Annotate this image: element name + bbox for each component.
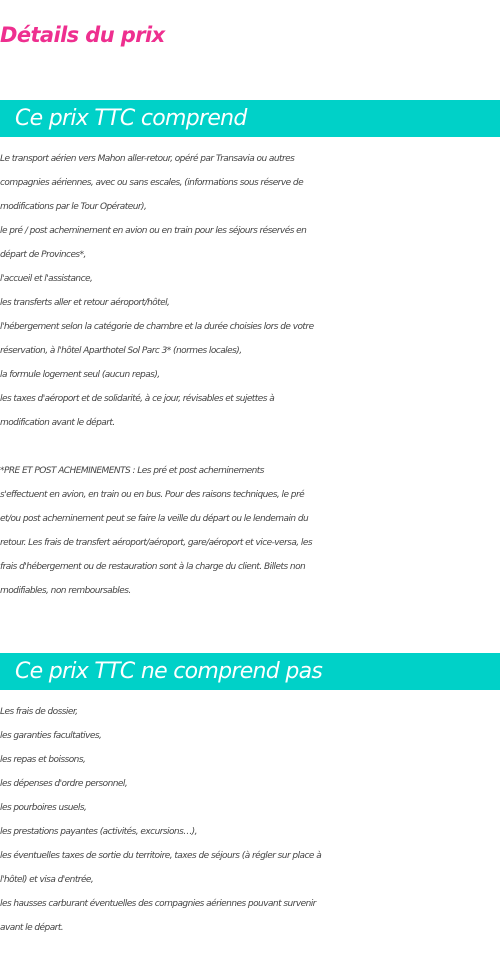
excluded-line: avant le départ. xyxy=(0,923,64,933)
note-line: frais d'hébergement ou de restauration sont à la charge du client. Billets non xyxy=(0,562,306,572)
included-line: modifications par le Tour Opérateur), xyxy=(0,202,147,212)
included-line: Le transport aérien vers Mahon aller-retour, opéré par Transavia ou autres xyxy=(0,154,295,164)
excluded-line: l'hôtel) et visa d'entrée, xyxy=(0,875,94,885)
included-line: modification avant le départ. xyxy=(0,418,115,428)
included-line: compagnies aériennes, avec ou sans escales, (informations sous réserve de xyxy=(0,178,304,188)
note-line: s'effectuent en avion, en train ou en bus. Pour des raisons techniques, le pré xyxy=(0,490,305,500)
included-line: le pré / post acheminement en avion ou en train pour les séjours réservés en xyxy=(0,226,307,236)
included-list xyxy=(0,147,500,435)
excluded-line: les pourboires usuels, xyxy=(0,803,87,813)
excluded-line: les repas et boissons, xyxy=(0,755,86,765)
excluded-section-banner xyxy=(0,653,500,690)
excluded-line: les hausses carburant éventuelles des compagnies aériennes pouvant survenir xyxy=(0,899,316,909)
note-line: et/ou post acheminement peut se faire la veille du départ ou le lendemain du xyxy=(0,514,309,524)
included-line: départ de Provinces*, xyxy=(0,250,86,260)
excluded-line: les éventuelles taxes de sortie du territoire, taxes de séjours (à régler sur place à xyxy=(0,851,322,861)
included-line: les transferts aller et retour aéroport/hôtel, xyxy=(0,298,170,308)
included-line: la formule logement seul (aucun repas), xyxy=(0,370,160,380)
note-line: modifiables, non remboursables. xyxy=(0,586,131,596)
acheminement-note xyxy=(0,459,500,603)
included-line: réservation, à l'hôtel Aparthotel Sol Parc 3* (normes locales), xyxy=(0,346,242,356)
excluded-section-heading: Ce prix TTC ne comprend pas xyxy=(15,659,323,684)
included-line: les taxes d'aéroport et de solidarité, à ce jour, révisables et sujettes à xyxy=(0,394,275,404)
page-title: Détails du prix xyxy=(0,23,165,47)
note-line: retour. Les frais de transfert aéroport/aéroport, gare/aéroport et vice-versa, les xyxy=(0,538,312,548)
included-line: l'accueil et l'assistance, xyxy=(0,274,93,284)
included-section-banner xyxy=(0,100,500,137)
included-line: l'hébergement selon la catégorie de chambre et la durée choisies lors de votre xyxy=(0,322,314,332)
excluded-line: Les frais de dossier, xyxy=(0,707,78,717)
note-line: *PRE ET POST ACHEMINEMENTS : Les pré et post acheminements xyxy=(0,466,264,476)
excluded-list xyxy=(0,700,500,940)
included-section-heading: Ce prix TTC comprend xyxy=(15,106,247,131)
excluded-line: les prestations payantes (activités, excursions…), xyxy=(0,827,197,837)
excluded-line: les garanties facultatives, xyxy=(0,731,102,741)
excluded-line: les dépenses d'ordre personnel, xyxy=(0,779,128,789)
